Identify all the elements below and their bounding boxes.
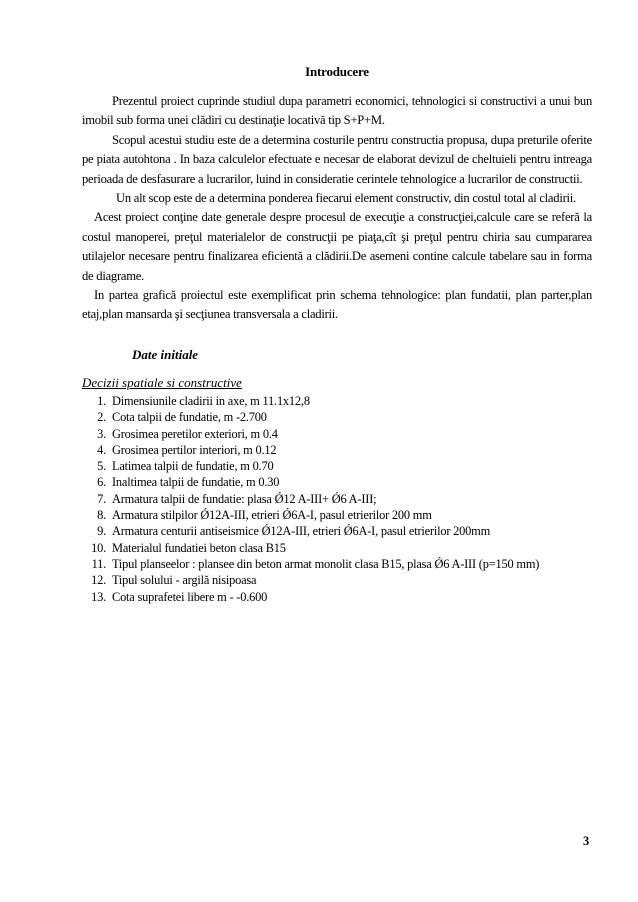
list-item-text: Tipul planseelor : plansee din beton armat monolit clasa B15, plasa Ǿ6 A-III (p=150 mm): [112, 556, 540, 571]
list-item-text: Materialul fundatiei beton clasa B15: [112, 540, 286, 555]
list-item: [82, 540, 602, 556]
list-item: [82, 572, 602, 588]
list-item: [82, 589, 602, 605]
list-item-text: Tipul solului - argilă nisipoasa: [112, 573, 257, 588]
list-item-text: Armatura talpii de fundatie: plasa Ǿ12 A-III+ Ǿ6 A-III;: [112, 491, 377, 506]
list-item-number: 13.: [91, 589, 106, 604]
list-item: [82, 491, 602, 507]
list-item-text: Cota suprafetei libere m - -0.600: [112, 589, 268, 604]
list-item-text: Grosimea pertilor interiori, m 0.12: [112, 442, 277, 457]
list-item: [82, 426, 602, 442]
list-item-number: 5.: [97, 459, 106, 474]
intro-paragraph-1: Prezentul proiect cuprinde studiul dupa parametri economici, tehnologici si constructivi a unui bun imobil sub forma unei clădiri cu destinaţie locativă tip S+P+M.: [82, 94, 592, 128]
list-item-number: 1.: [97, 394, 106, 408]
subsection-heading: Decizii spatiale si constructive: [82, 375, 242, 390]
intro-text: [82, 92, 592, 325]
page-number: 3: [583, 834, 590, 848]
section-heading: Date initiale: [132, 347, 199, 362]
list-item-number: 6.: [97, 475, 106, 490]
list-item-text: Armatura centurii antiseismice Ǿ12A-III, etrieri Ǿ6A-I, pasul etrierilor 200mm: [112, 524, 491, 539]
list-item-number: 7.: [97, 491, 106, 506]
list-item: [82, 556, 602, 572]
list-item-number: 2.: [97, 410, 106, 425]
list-item: [82, 523, 602, 539]
intro-paragraph-5: In partea grafică proiectul este exemplificat prin schema tehnologice: plan fundatii, plan parter,plan etaj,plan mansarda şi secţiunea transversala a cladirii.: [82, 288, 592, 322]
list-item: [82, 393, 602, 409]
list-item: [82, 474, 602, 490]
list-item-number: 10.: [91, 540, 106, 555]
list-item-number: 9.: [97, 524, 106, 539]
list-item: [82, 458, 602, 474]
list-item: [82, 409, 602, 425]
list-item: [82, 442, 602, 458]
list-item: [82, 507, 602, 523]
intro-paragraph-3: Un alt scop este de a determina ponderea fiecarui element constructiv, din costul total al cladirii.: [116, 191, 576, 206]
list-item-text: Armatura stilpilor Ǿ12A-III, etrieri Ǿ6A-I, pasul etrierilor 200 mm: [112, 508, 432, 523]
list-item-text: Latimea talpii de fundatie, m 0.70: [112, 459, 274, 474]
list-item-number: 4.: [97, 442, 106, 457]
list-item-number: 12.: [91, 573, 106, 588]
list-item-number: 8.: [97, 508, 106, 523]
list-item-text: Inaltimea talpii de fundatie, m 0.30: [112, 475, 280, 490]
list-item-text: Dimensiunile cladirii in axe, m 11.1x12,8: [112, 394, 310, 408]
list-item-number: 3.: [97, 426, 106, 441]
list-item-text: Cota talpii de fundatie, m -2.700: [112, 410, 267, 425]
page-title: Introducere: [305, 64, 369, 79]
parameters-list: [82, 393, 602, 605]
intro-paragraph-2: Scopul acestui studiu este de a determina costurile pentru constructia propusa, dupa preturile oferite pe piata autohtona . In baza calculelor efectuate e necesar de elaborat devizul de cheltuieli pentru intreaga perioada de desfasurare a lucrarilor, luind in consideratie cerintele tehnologice a lucrarilor de constructii.: [82, 132, 592, 186]
list-item-text: Grosimea peretilor exteriori, m 0.4: [112, 426, 278, 441]
intro-paragraph-4: Acest proiect conţine date generale despre procesul de execuţie a construcţiei,calcule care se referă la costul manoperei, preţul materialelor de construcţii pe piaţa,cît şi preţul pentru chiria sau cumpararea utilajelor necesare pentru finalizarea eficientă a clădirii.De asemeni contine calcule tabelare sau in forma de diagrame.: [82, 210, 592, 283]
list-item-number: 11.: [91, 556, 106, 571]
